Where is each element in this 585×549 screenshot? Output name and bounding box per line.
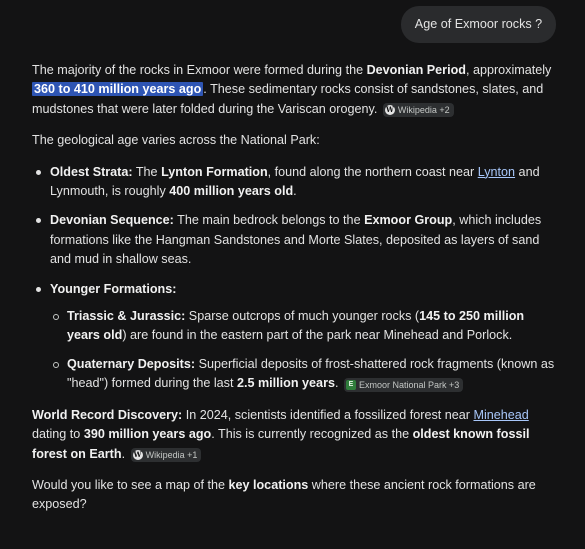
- follow-up-question: [32, 476, 557, 515]
- highlighted-age-range: 360 to 410 million years ago: [34, 82, 202, 97]
- intro-text-2: , approximately: [465, 63, 552, 77]
- triassic-age-bold: 145 to 250 million years old: [67, 309, 525, 343]
- oldest-text-1: The: [132, 164, 162, 179]
- source-chip-wikipedia[interactable]: [383, 103, 454, 117]
- source-chip-label: Exmoor National Park +3: [358, 380, 460, 391]
- quaternary-text-1: Superficial deposits of frost-shattered rock fragments (known as "head") formed during the last: [67, 356, 555, 391]
- devonian-text-1: The main bedrock belongs to the: [173, 213, 365, 228]
- quaternary-label: Quaternary Deposits:: [67, 356, 196, 371]
- source-chip-exmoor[interactable]: [344, 378, 463, 392]
- exmoor-group-bold: Exmoor Group: [364, 213, 453, 228]
- lynton-formation-bold: Lynton Formation: [161, 164, 268, 179]
- formations-list: [32, 163, 557, 394]
- triassic-text-1: Sparse outcrops of much younger rocks (: [185, 309, 420, 324]
- oldest-text-3: and Lynmouth, is roughly: [50, 164, 540, 199]
- world-record-label: World Record Discovery:: [32, 407, 183, 422]
- wikipedia-icon: W: [385, 104, 394, 114]
- record-text-2: dating to: [32, 427, 84, 442]
- record-text-3: . This is currently recognized as the: [211, 427, 413, 442]
- list-item-oldest-strata: [32, 163, 557, 202]
- sublist-item-triassic-jurassic: [50, 307, 557, 346]
- source-chip-wikipedia-2[interactable]: [131, 448, 202, 462]
- intro-paragraph: [32, 61, 557, 119]
- lynton-link[interactable]: Lynton: [477, 164, 516, 179]
- oldest-age-bold: 400 million years old: [169, 184, 294, 199]
- devonian-period-bold: Devonian Period: [366, 63, 466, 77]
- variation-paragraph: The geological age varies across the National Park:: [32, 133, 320, 148]
- list-item-younger-formations: [32, 280, 557, 394]
- quaternary-text-2: .: [334, 376, 339, 391]
- sublist-item-quaternary: [50, 355, 557, 394]
- record-text-1: In 2024, scientists identified a fossilized forest near: [182, 407, 474, 422]
- intro-text-3: . These sedimentary rocks consist of sandstones, slates, and mudstones that were later folded during the Variscan orogeny.: [32, 82, 544, 116]
- younger-formations-label: Younger Formations:: [50, 281, 177, 296]
- quaternary-age-bold: 2.5 million years: [236, 376, 335, 391]
- source-chip-label: Wikipedia +1: [145, 449, 198, 460]
- exmoor-national-park-icon: E: [346, 380, 356, 390]
- triassic-label: Triassic & Jurassic:: [67, 309, 186, 324]
- user-query-text: Age of Exmoor rocks ?: [414, 16, 543, 31]
- triassic-text-2: ) are found in the eastern part of the park near Minehead and Porlock.: [122, 328, 513, 343]
- followup-text-2: where these ancient rock formations are exposed?: [32, 477, 536, 512]
- oldest-strata-label: Oldest Strata:: [50, 164, 133, 179]
- assistant-response: [32, 61, 557, 527]
- devonian-text-2: , which includes formations like the Hangman Sandstones and Morte Slates, deposited as layers of sand and mud in shallow seas.: [50, 213, 542, 267]
- key-locations-bold: key locations: [228, 477, 309, 492]
- list-item-devonian-sequence: [32, 211, 557, 269]
- oldest-text-2: , found along the northern coast near: [267, 164, 478, 179]
- world-record-paragraph: [32, 406, 557, 464]
- wikipedia-icon: W: [133, 449, 142, 459]
- younger-formations-sublist: [50, 307, 557, 394]
- oldest-forest-bold: oldest known fossil forest on Earth: [32, 427, 530, 461]
- minehead-link[interactable]: Minehead: [473, 407, 529, 422]
- record-text-4: .: [121, 446, 126, 461]
- user-query-bubble: [401, 6, 556, 43]
- devonian-sequence-label: Devonian Sequence:: [50, 213, 174, 228]
- followup-text-1: Would you like to see a map of the: [32, 477, 229, 492]
- forest-age-bold: 390 million years ago: [83, 427, 212, 442]
- intro-text-1: The majority of the rocks in Exmoor were formed during the: [32, 63, 367, 77]
- source-chip-label: Wikipedia +2: [397, 104, 450, 115]
- oldest-text-4: .: [293, 184, 297, 199]
